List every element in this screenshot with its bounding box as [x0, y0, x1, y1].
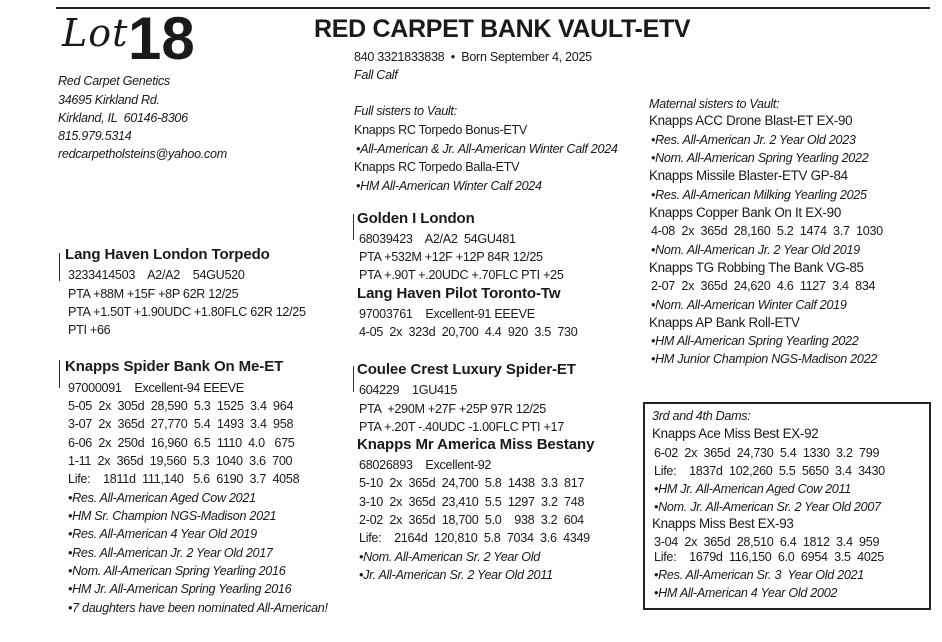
dam-sire-pta-line: PTA +290M +27F +25P 97R 12/25 [359, 402, 546, 416]
maternal-sisters-heading: Maternal sisters to Vault: [649, 97, 780, 111]
sire-pta-line: PTA +1.50T +1.90UDC +1.80FLC 62R 12/25 [68, 305, 306, 319]
maternal-sister-award: •HM All-American Spring Yearling 2022 [651, 334, 859, 348]
dam-dam-record: 3-10 2x 365d 23,410 5.5 1297 3.2 748 [359, 495, 585, 509]
dam-name: Knapps Spider Bank On Me-ET [65, 358, 284, 375]
dam-record: 5-05 2x 305d 28,590 5.3 1525 3.4 964 [68, 399, 294, 413]
dam-id-line: 97000091 Excellent-94 EEEVE [68, 381, 244, 395]
sire-id-line: 3233414503 A2/A2 54GU520 [68, 268, 245, 282]
dam-record: 1-11 2x 365d 19,560 5.3 1040 3.6 700 [68, 454, 293, 468]
dam-lifetime: Life: 1811d 111,140 5.6 6190 3.7 4058 [68, 472, 300, 486]
fourth-dam-lifetime: Life: 1679d 116,150 6.0 6954 3.5 4025 [654, 550, 884, 564]
full-sisters-heading: Full sisters to Vault: [354, 104, 457, 118]
sire-dam-id-line: 97003761 Excellent-91 EEEVE [359, 307, 535, 321]
maternal-sister-award: •Res. All-American Milking Yearling 2025 [651, 188, 867, 202]
full-sister-award: •HM All-American Winter Calf 2024 [356, 179, 542, 193]
dam-sire-pta-line: PTA +.20T -.40UDC -1.00FLC PTI +17 [359, 420, 564, 434]
third-dam-record: 6-02 2x 365d 24,730 5.4 1330 3.2 799 [654, 446, 880, 460]
sire-sire-id-line: 68039423 A2/A2 54GU481 [359, 232, 516, 246]
dam-award: •HM Sr. Champion NGS-Madison 2021 [68, 509, 277, 523]
maternal-sister-record: 2-07 2x 365d 24,620 4.6 1127 3.4 834 [651, 279, 876, 293]
third-fourth-dams-heading: 3rd and 4th Dams: [652, 409, 751, 423]
pedigree-bracket-sire-sire [353, 214, 354, 240]
dam-dam-award: •Jr. All-American Sr. 2 Year Old 2011 [359, 568, 553, 582]
sire-sire-name: Golden I London [357, 210, 475, 227]
sire-pti-line: PTI +66 [68, 323, 111, 337]
dam-dam-id-line: 68026893 Excellent-92 [359, 458, 492, 472]
dam-dam-lifetime: Life: 2164d 120,810 5.8 7034 3.6 4349 [359, 531, 590, 545]
dam-record: 6-06 2x 250d 16,960 6.5 1110 4.0 675 [68, 436, 295, 450]
maternal-sister-name: Knapps AP Bank Roll-ETV [649, 315, 800, 330]
third-dam-name: Knapps Ace Miss Best EX-92 [652, 426, 819, 441]
maternal-sister-award: •Nom. All-American Spring Yearling 2022 [651, 151, 869, 165]
breeder-phone: 815.979.5314 [58, 129, 132, 143]
animal-name: RED CARPET BANK VAULT-ETV [314, 15, 691, 43]
third-dam-award: •HM Jr. All-American Aged Cow 2011 [654, 482, 851, 496]
dam-dam-record: 5-10 2x 365d 24,700 5.8 1438 3.3 817 [359, 476, 585, 490]
full-sister-name: Knapps RC Torpedo Balla-ETV [354, 160, 520, 174]
dam-award: •Res. All-American Jr. 2 Year Old 2017 [68, 546, 273, 560]
sire-sire-pta-line: PTA +532M +12F +12P 84R 12/25 [359, 250, 543, 264]
dam-dam-award: •Nom. All-American Sr. 2 Year Old [359, 550, 540, 564]
maternal-sister-award: •HM Junior Champion NGS-Madison 2022 [651, 352, 877, 366]
dam-award: •HM Jr. All-American Spring Yearling 2016 [68, 582, 292, 596]
breeder-address: 34695 Kirkland Rd. [58, 93, 160, 107]
maternal-sister-name: Knapps ACC Drone Blast-ET EX-90 [649, 113, 853, 128]
pedigree-bracket-dam-sire [353, 366, 354, 392]
lot-label: Lot [62, 11, 129, 55]
full-sister-name: Knapps RC Torpedo Bonus-ETV [354, 123, 527, 137]
breeder-email: redcarpetholsteins@yahoo.com [58, 147, 227, 161]
lot-number: 18 [128, 5, 195, 72]
fourth-dam-award: •Res. All-American Sr. 3 Year Old 2021 [654, 568, 864, 582]
dam-award: •7 daughters have been nominated All-American! [68, 601, 328, 615]
third-dam-lifetime: Life: 1837d 102,260 5.5 5650 3.4 3430 [654, 464, 885, 478]
animal-id-line: 840 3321833838 • Born September 4, 2025 [354, 50, 592, 64]
sire-dam-record: 4-05 2x 323d 20,700 4.4 920 3.5 730 [359, 325, 578, 339]
maternal-sister-award: •Res. All-American Jr. 2 Year Old 2023 [651, 133, 856, 147]
maternal-sister-record: 4-08 2x 365d 28,160 5.2 1474 3.7 1030 [651, 224, 883, 238]
fourth-dam-award: •HM All-American 4 Year Old 2002 [654, 586, 838, 600]
breeder-city: Kirkland, IL 60146-8306 [58, 111, 188, 125]
dam-dam-record: 2-02 2x 365d 18,700 5.0 938 3.2 604 [359, 513, 584, 527]
maternal-sister-award: •Nom. All-American Winter Calf 2019 [651, 298, 847, 312]
maternal-sister-name: Knapps Missile Blaster-ETV GP-84 [649, 168, 848, 183]
maternal-sister-name: Knapps Copper Bank On It EX-90 [649, 205, 841, 220]
maternal-sister-name: Knapps TG Robbing The Bank VG-85 [649, 260, 864, 275]
sire-name: Lang Haven London Torpedo [65, 246, 270, 263]
sire-sire-pta-line: PTA +.90T +.20UDC +.70FLC PTI +25 [359, 268, 564, 282]
dam-sire-id-line: 604229 1GU415 [359, 383, 458, 397]
animal-class: Fall Calf [354, 68, 398, 82]
sire-dam-name: Lang Haven Pilot Toronto-Tw [357, 285, 561, 302]
full-sister-award: •All-American & Jr. All-American Winter Calf 2024 [356, 142, 618, 156]
fourth-dam-name: Knapps Miss Best EX-93 [652, 516, 794, 531]
dam-award: •Res. All-American 4 Year Old 2019 [68, 527, 257, 541]
sire-pta-line: PTA +88M +15F +8P 62R 12/25 [68, 287, 239, 301]
maternal-sister-award: •Nom. All-American Jr. 2 Year Old 2019 [651, 243, 860, 257]
pedigree-bracket-dam [59, 360, 60, 388]
pedigree-bracket-sire [59, 253, 60, 281]
third-dam-award: •Nom. Jr. All-American Sr. 2 Year Old 2007 [654, 500, 881, 514]
dam-award: •Nom. All-American Spring Yearling 2016 [68, 564, 286, 578]
dam-award: •Res. All-American Aged Cow 2021 [68, 491, 256, 505]
breeder-name: Red Carpet Genetics [58, 74, 170, 88]
dam-record: 3-07 2x 365d 27,770 5.4 1493 3.4 958 [68, 417, 294, 431]
fourth-dam-record: 3-04 2x 365d 28,510 6.4 1812 3.4 959 [654, 535, 880, 549]
dam-sire-name: Coulee Crest Luxury Spider-ET [357, 361, 576, 378]
dam-dam-name: Knapps Mr America Miss Bestany [357, 436, 595, 453]
